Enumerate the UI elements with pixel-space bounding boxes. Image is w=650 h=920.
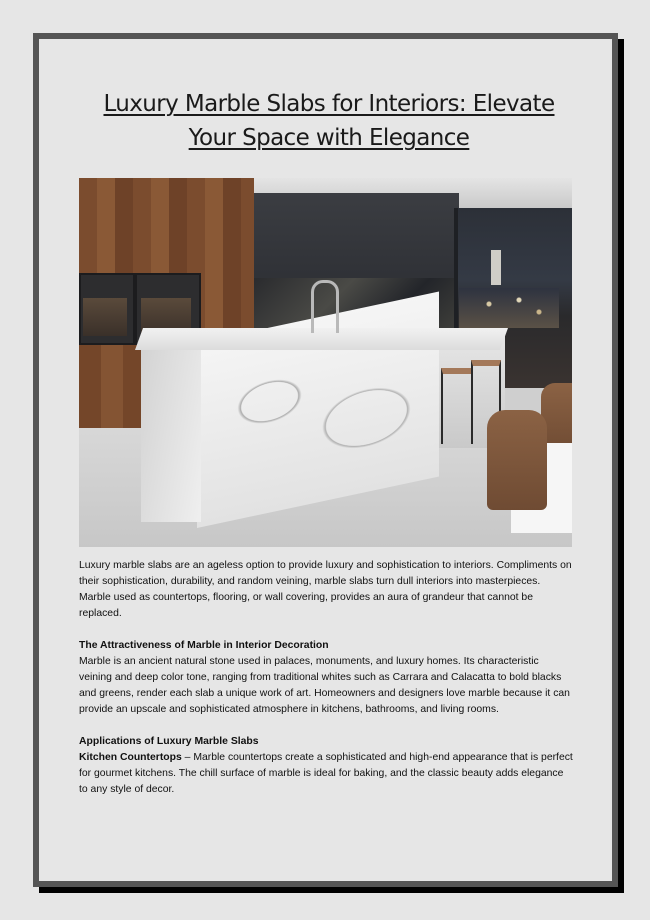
title-line-2: Your Space with Elegance (188, 125, 470, 151)
document-page (33, 33, 618, 887)
marble-island-side (141, 350, 201, 522)
bar-stool (441, 368, 473, 444)
section-heading: The Attractiveness of Marble in Interior Decoration (79, 640, 329, 651)
section-paragraph (79, 750, 574, 798)
faucet-icon (311, 280, 339, 333)
intro-paragraph: Luxury marble slabs are an ageless option to provide luxury and sophistication to interiors. Compliments on their sophistication, durability, and random veining, marble slabs turn dull interiors into masterpieces. Marble used as countertops, flooring, or wall covering, provides an aura of grandeur that cannot be replaced. (79, 560, 572, 619)
city-tower (491, 250, 501, 285)
article-body (79, 558, 574, 798)
oven-window-left (83, 298, 127, 336)
subsection-body: Marble countertops create a sophisticated and high-end appearance that is perfect for gourmet kitchens. The chill surface of marble is ideal for baking, and the classic beauty adds elegance to any style of decor. (79, 752, 573, 795)
dark-upper-cabinets (254, 193, 459, 283)
subsection-lead: Kitchen Countertops (79, 752, 182, 763)
lead-separator: – (181, 752, 194, 763)
title-line-1: Luxury Marble Slabs for Interiors: Elevate (103, 91, 555, 117)
page-title (79, 87, 579, 155)
hero-kitchen-image (79, 178, 572, 547)
dining-chair (487, 410, 547, 510)
section-paragraph: Marble is an ancient natural stone used in palaces, monuments, and luxury homes. Its characteristic veining and deep color tone, ranging from traditional whites such as Carrara and Calacatta to bold blacks and greens, render each slab a unique work of art. Homeowners and designers love marble because it can provide an upscale and sophisticated atmosphere in kitchens, bathrooms, and living rooms. (79, 656, 570, 715)
section-heading: Applications of Luxury Marble Slabs (79, 736, 259, 747)
city-lights (459, 288, 559, 328)
